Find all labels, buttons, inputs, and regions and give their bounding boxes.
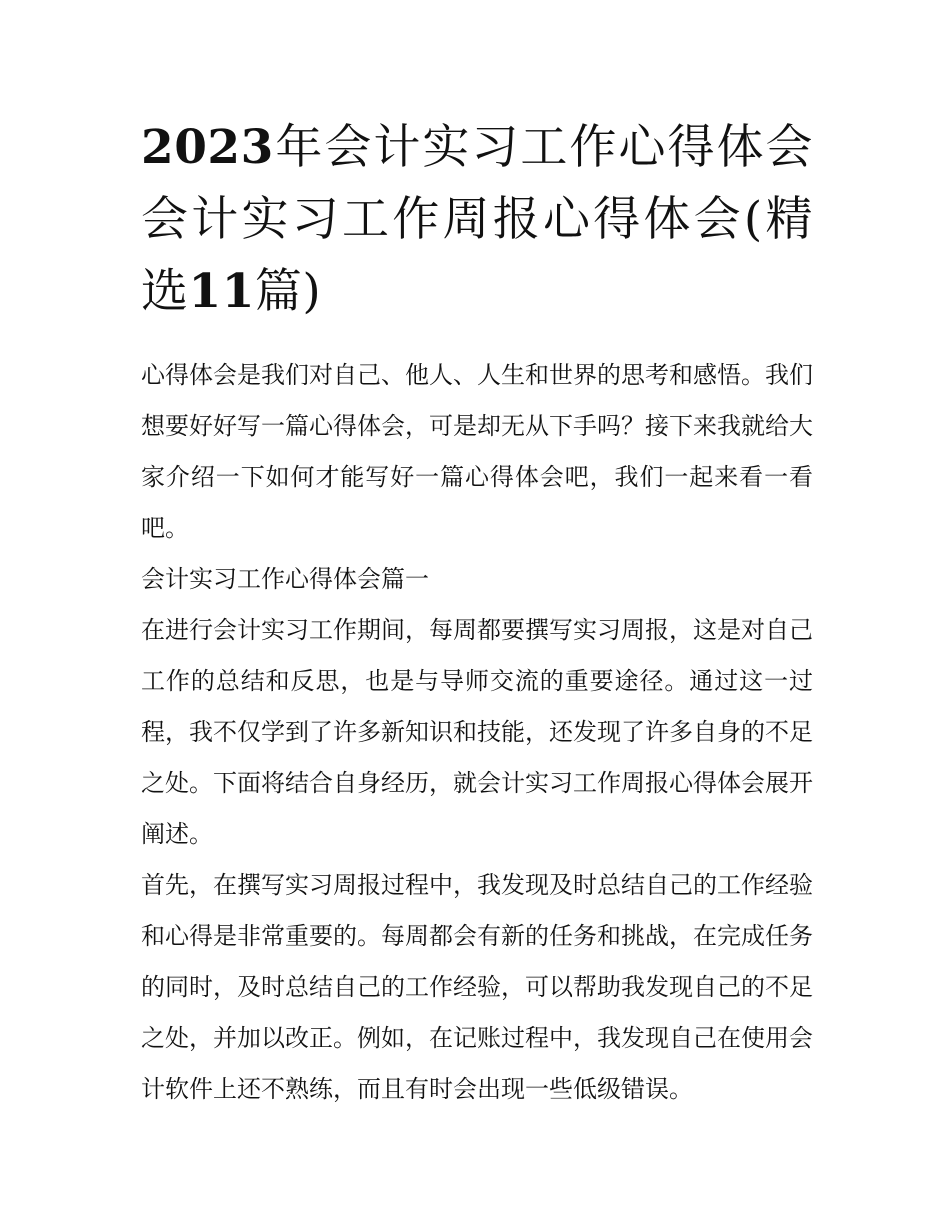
section-heading: 会计实习工作心得体会篇一 [141,565,429,593]
title-text-main: 年会计实习工作心得体会 会计实习工作周报心得体会(精选 [141,120,813,319]
title-text-end: 篇) [254,264,322,319]
document-title [141,112,813,328]
document-page [141,112,813,1115]
intro-paragraph: 心得体会是我们对自己、他人、人生和世界的思考和感悟。我们想要好好写一篇心得体会，可是却无从下手吗？接下来我就给大家介绍一下如何才能写好一篇心得体会吧，我们一起来看一看吧。 [141,361,813,542]
title-year: 2023 [141,120,274,175]
body-paragraph: 在进行会计实习工作期间，每周都要撰写实习周报，这是对自己工作的总结和反思，也是与导师交流的重要途径。通过这一过程，我不仅学到了许多新知识和技能，还发现了许多自身的不足之处。下面将结合自身经历，就会计实习工作周报心得体会展开阐述。 [141,616,813,848]
body-paragraph: 首先，在撰写实习周报过程中，我发现及时总结自己的工作经验和心得是非常重要的。每周都会有新的任务和挑战，在完成任务的同时，及时总结自己的工作经验，可以帮助我发现自己的不足之处，并加以改正。例如，在记账过程中，我发现自己在使用会计软件上还不熟练，而且有时会出现一些低级错误。 [141,871,813,1103]
document-body [141,350,813,1115]
title-count: 11 [188,264,255,319]
